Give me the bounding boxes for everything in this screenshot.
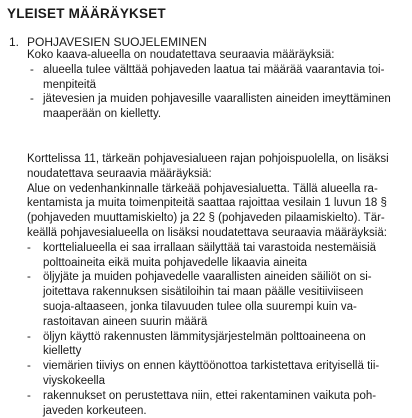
- line: maaperään on kielletty.: [43, 108, 162, 121]
- list-item: [27, 241, 399, 271]
- line: Alue on vedenhankinnalle tärkeää pohjavesialuetta. Tällä alueella ra-: [27, 182, 378, 195]
- line: polttoaineita eikä muita pohjavedelle likaavia aineita: [43, 256, 308, 269]
- list-item: [27, 270, 399, 329]
- line: menpiteitä: [43, 78, 97, 91]
- line: kielletty: [43, 345, 82, 358]
- list-item: [27, 92, 399, 122]
- block-11-regulations: [27, 152, 399, 418]
- line: - öljyjäte ja muiden pohjavedelle vaarallisten aineiden säiliöt on si-: [43, 271, 372, 284]
- line: Korttelissa 11, tärkeän pohjavesialueen rajan pohjoispuolella, on lisäksi: [27, 153, 389, 165]
- list-item: [27, 389, 399, 418]
- line: - viemärien tiiviys on ennen käyttöönottoa tarkistettava erityisellä tii-: [43, 360, 380, 373]
- list-item: [27, 359, 399, 389]
- section-title: POHJAVESIEN SUOJELEMINEN: [27, 35, 207, 49]
- line: kentamista ja muita toimenpiteitä saattaa rajoittaa vesilain 1 luvun 18 §: [27, 197, 387, 210]
- list-item: [27, 63, 399, 93]
- line: keällä pohjavesialueella on lisäksi noudatettava seuraavia määräyksiä:: [27, 226, 387, 239]
- regulation-list: [27, 241, 399, 418]
- line: - rakennukset on perustettava niin, ettei rakentaminen vaikuta poh-: [43, 389, 377, 402]
- page-title: YLEISET MÄÄRÄYKSET: [7, 6, 166, 21]
- regulation-list: [27, 63, 399, 122]
- intro-text: Koko kaava-alueella on noudatettava seuraavia määräyksiä:: [27, 49, 335, 61]
- line: - korttelialueella ei saa irrallaan säilyttää tai varastoida nestemäisiä: [43, 241, 377, 254]
- line: (pohjaveden muuttamiskielto) ja 22 § (pohjaveden pilaamiskielto). Tär-: [27, 212, 385, 225]
- line: - öljyn käyttö rakennusten lämmitysjärjestelmän polttoaineena on: [43, 330, 366, 343]
- section-number: 1.: [9, 35, 20, 49]
- intro-paragraph: [27, 152, 399, 241]
- line: rastoitavan aineen suurin määrä: [43, 315, 208, 328]
- line: - jätevesien ja muiden pohjavesille vaarallisten aineiden imeyttäminen: [43, 93, 391, 106]
- line: suoja-altaaseen, jonka tilavuuden tulee olla suurempi kuin va-: [43, 300, 357, 313]
- line: javeden korkeuteen.: [43, 404, 147, 417]
- line: viyskokeella: [43, 374, 105, 387]
- line: - alueella tulee välttää pohjaveden laatua tai määrää vaarantavia toi-: [43, 63, 385, 76]
- line: noudatettava seuraavia määräyksiä:: [27, 167, 212, 180]
- list-item: [27, 330, 399, 360]
- general-regulations-block: [27, 48, 399, 122]
- line: joitettava rakennuksen sisätiloihin tai maan päälle vesitiiviiseen: [43, 286, 364, 299]
